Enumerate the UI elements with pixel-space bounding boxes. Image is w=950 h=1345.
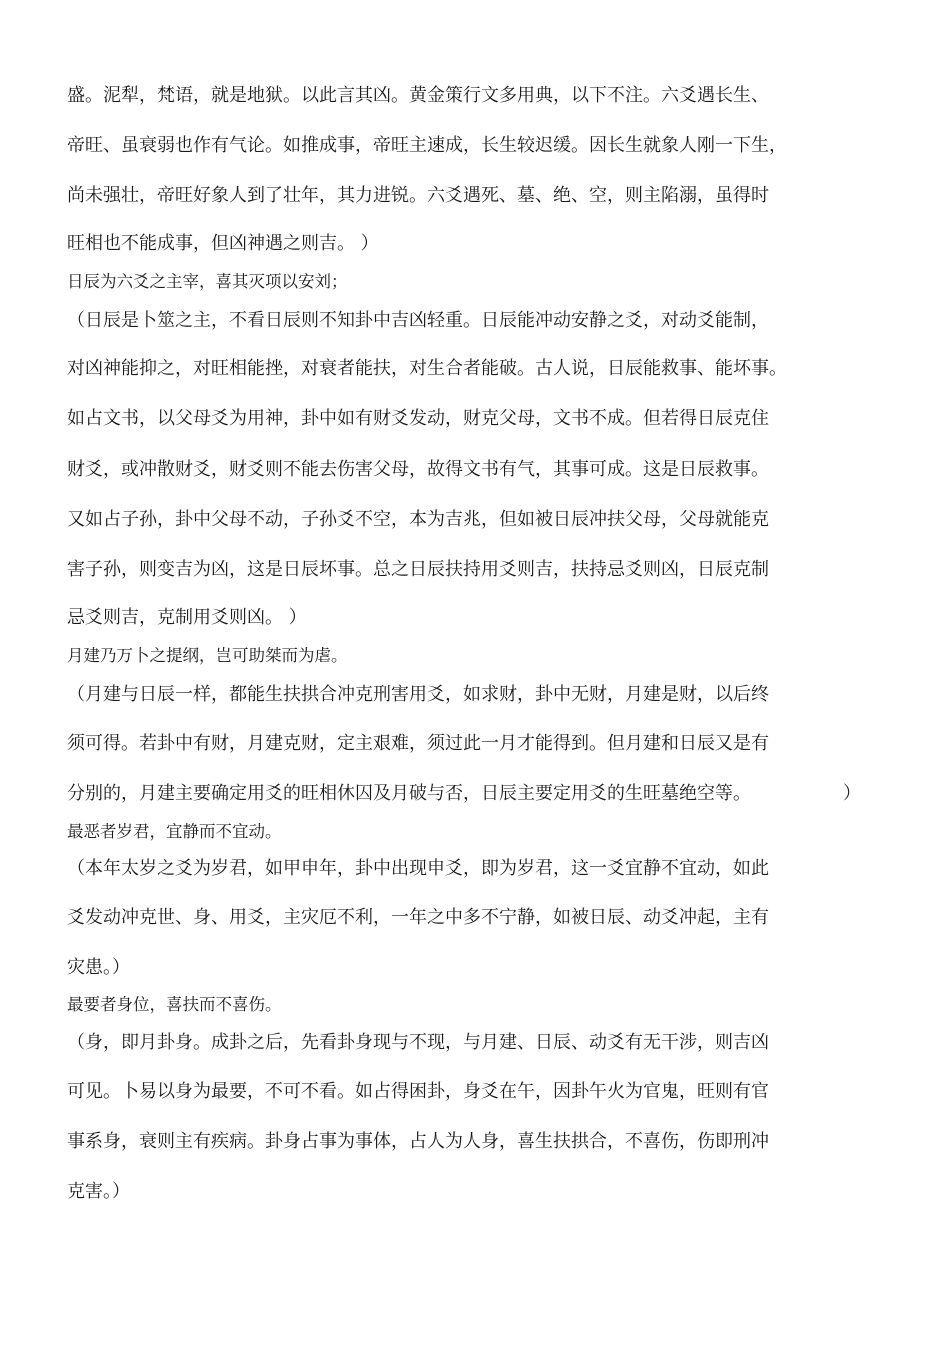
text-line: 事系身，衰则主有疾病。卦身占事为事体，占人为人身，喜生扶拱合，不喜伤，伤即刑冲 (67, 1131, 769, 1152)
closing-parenthesis: ） (843, 783, 861, 804)
text-line: 可见。卜易以身为最要，不可不看。如占得困卦，身爻在午，因卦午火为官鬼，旺则有官 (67, 1081, 769, 1102)
text-line: 爻发动冲克世、身、用爻，主灾厄不利，一年之中多不宁静，如被日辰、动爻冲起，主有 (67, 907, 769, 928)
text-line: 灾患。） (67, 957, 130, 978)
text-line: 财爻，或冲散财爻，财爻则不能去伤害父母，故得文书有气，其事可成。这是日辰救事。 (67, 459, 769, 480)
text-line: 须可得。若卦中有财，月建克财，定主艰难，须过此一月才能得到。但月建和日辰又是有 (67, 733, 769, 754)
text-line: 分别的，月建主要确定用爻的旺相休囚及月破与否，日辰主要定用爻的生旺墓绝空等。 (67, 783, 751, 804)
text-line: 帝旺、虽衰弱也作有气论。如推成事，帝旺主速成，长生较迟缓。因长生就象人刚一下生， (67, 135, 787, 156)
verse-line: 月建乃万卜之提纲，岂可助桀而为虐。 (67, 646, 348, 665)
text-line: （日辰是卜筮之主，不看日辰则不知卦中吉凶轻重。日辰能冲动安静之爻，对动爻能制， (67, 310, 769, 331)
text-line: 又如占子孙，卦中父母不动，子孙爻不空，本为吉兆，但如被日辰冲扶父母，父母就能克 (67, 509, 769, 530)
text-line: 害子孙，则变吉为凶，这是日辰坏事。总之日辰扶持用爻则吉，扶持忌爻则凶，日辰克制 (67, 559, 769, 580)
text-line: （本年太岁之爻为岁君，如甲申年，卦中出现申爻，即为岁君，这一爻宜静不宜动，如此 (67, 858, 769, 879)
verse-line: 最要者身位，喜扶而不喜伤。 (67, 995, 282, 1014)
verse-line: 日辰为六爻之主宰，喜其灭项以安刘； (67, 272, 348, 291)
text-line: 对凶神能抑之，对旺相能挫，对衰者能扶，对生合者能破。古人说，日辰能救事、能坏事。 (67, 358, 787, 379)
text-line: 尚未强壮，帝旺好象人到了壮年，其力进锐。六爻遇死、墓、绝、空，则主陷溺，虽得时 (67, 185, 769, 206)
text-line: （身，即月卦身。成卦之后，先看卦身现与不现，与月建、日辰、动爻有无干涉，则吉凶 (67, 1032, 769, 1053)
text-line: 忌爻则吉，克制用爻则凶。 ） (67, 607, 307, 628)
verse-line: 最恶者岁君，宜静而不宜动。 (67, 822, 282, 841)
text-line: 克害。） (67, 1181, 130, 1202)
text-line: （月建与日辰一样，都能生扶拱合冲克刑害用爻，如求财，卦中无财，月建是财，以后终 (67, 684, 769, 705)
text-line: 如占文书，以父母爻为用神，卦中如有财爻发动，财克父母，文书不成。但若得日辰克住 (67, 408, 769, 429)
text-line: 旺相也不能成事，但凶神遇之则吉。 ） (67, 233, 379, 254)
text-line: 盛。泥犁，梵语，就是地狱。以此言其凶。黄金策行文多用典，以下不注。六爻遇长生、 (67, 85, 769, 106)
